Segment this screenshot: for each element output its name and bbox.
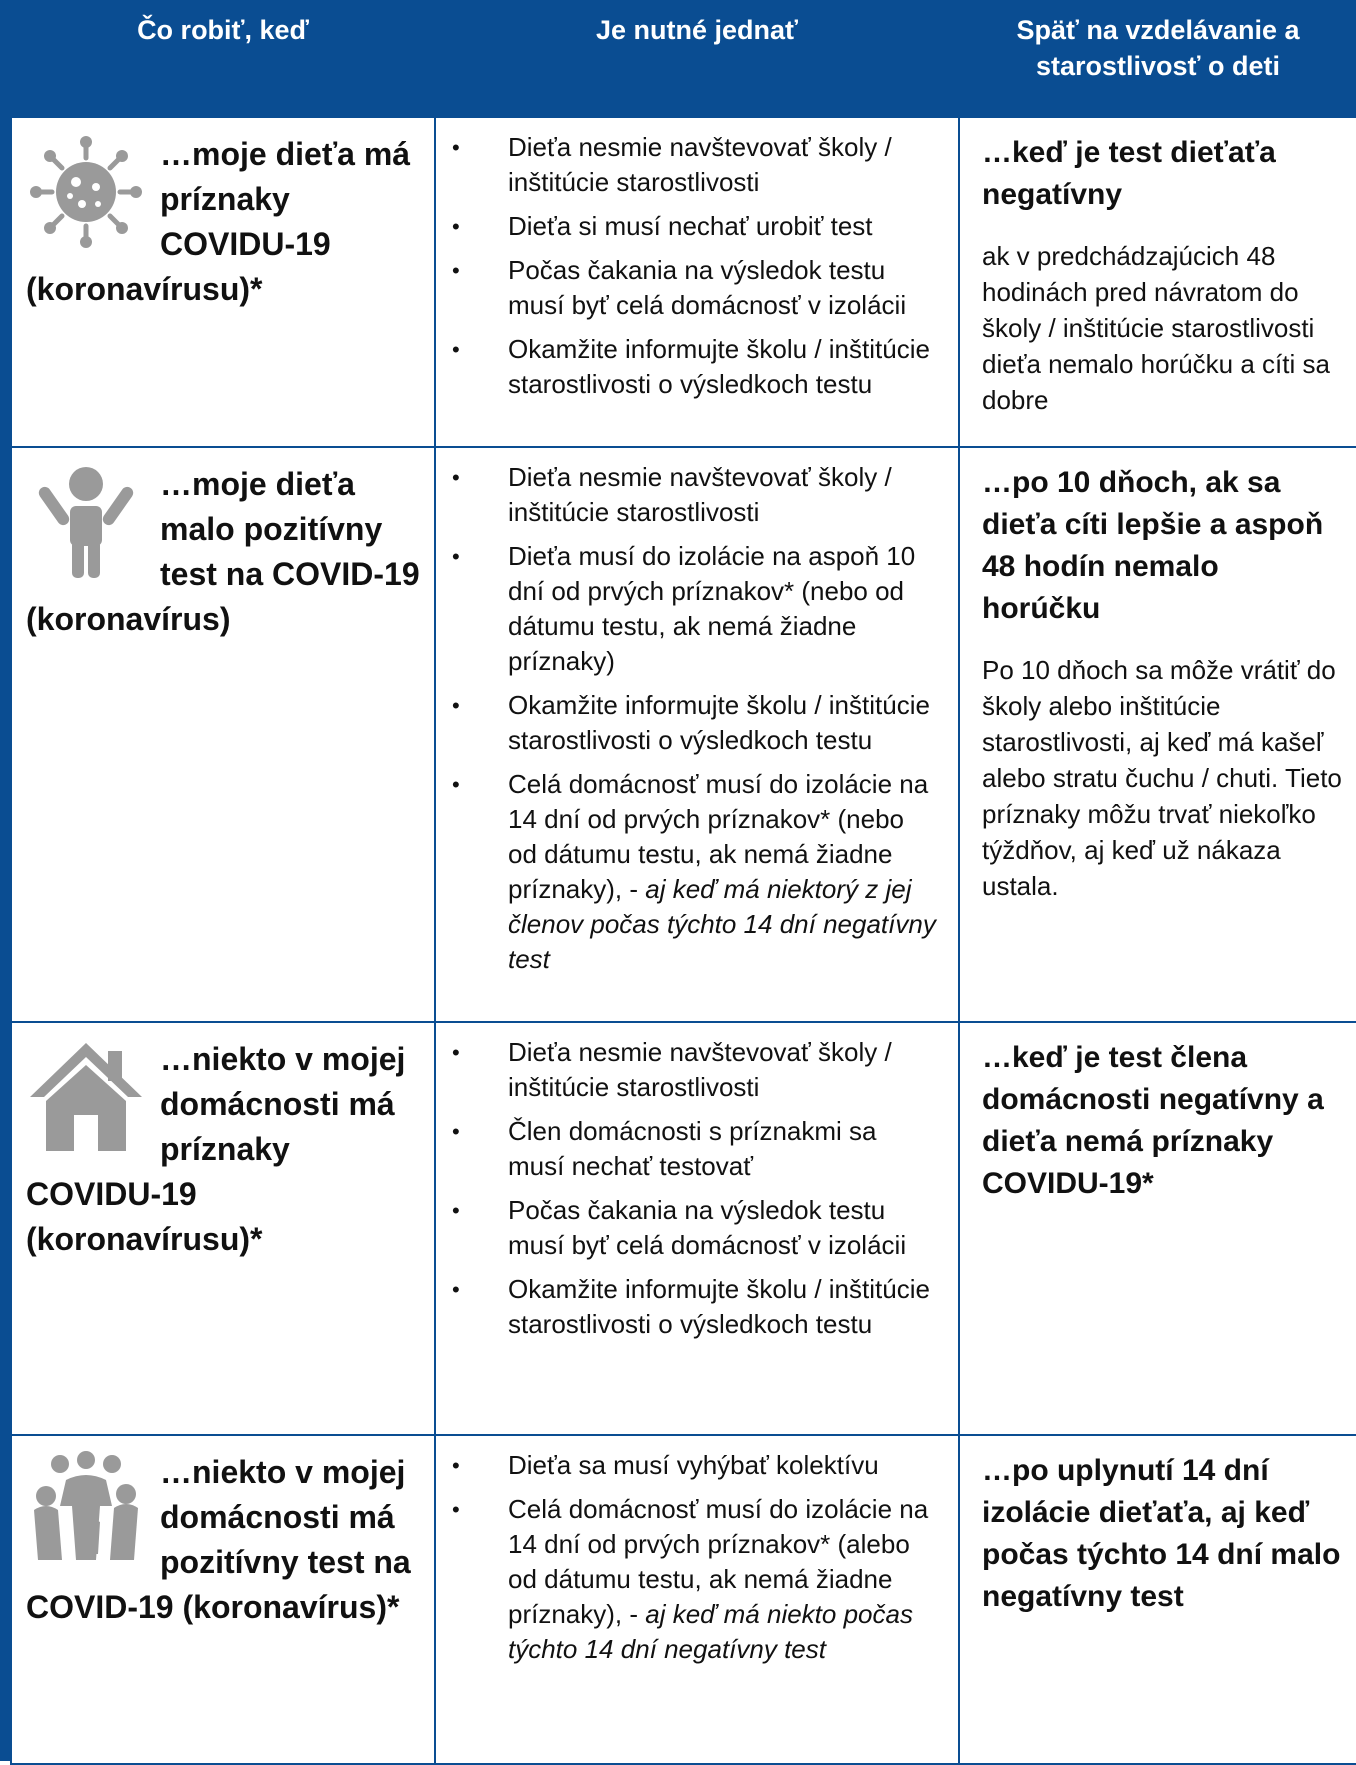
list-item: • Dieťa sa musí vyhýbať kolektívu — [436, 1448, 940, 1483]
return-cell — [959, 1022, 1356, 1435]
list-item: • Dieťa musí do izolácie na aspoň 10 dní od prvých príznakov* (nebo od dátumu testu, ak nemá žiadne príznaky) — [436, 539, 940, 679]
list-item: • Dieťa nesmie navštevovať školy / inštitúcie starostlivosti — [436, 1035, 940, 1105]
return-condition: …po 10 dňoch, ak sa dieťa cíti lepšie a aspoň 48 hodín nemalo horúčku — [982, 466, 1324, 625]
return-details: ak v predchádzajúcich 48 hodinách pred návratom do školy / inštitúcie starostlivosti dieťa nemalo horúčku a cíti sa dobre — [982, 241, 1330, 415]
actions-cell — [435, 1022, 959, 1435]
top-border — [0, 0, 1356, 10]
list-item: • Celá domácnosť musí do izolácie na 14 dní od prvých príznakov* (alebo od dátumu testu, ak nemá žiadne príznaky), - aj keď má niekto počas týchto 14 dní negatívny test — [436, 1492, 940, 1667]
return-details: Po 10 dňoch sa môže vrátiť do školy alebo inštitúcie starostlivosti, aj keď má kašeľ alebo stratu čuchu / chuti. Tieto príznaky môžu trvať niekoľko týždňov, aj keď už nákaza ustala. — [982, 655, 1342, 901]
case-cell — [11, 447, 435, 1022]
header-return-to-school: Späť na vzdelávanie a starostlivosť o deti — [959, 11, 1356, 117]
header-action-needed: Je nutné jednať — [435, 11, 959, 117]
case-cell — [11, 1022, 435, 1435]
case-title: …niekto v mojej domácnosti má pozitívny test na COVID-19 (koronavírus)* — [26, 1454, 411, 1625]
child-icon — [26, 462, 146, 582]
return-cell — [959, 447, 1356, 1022]
list-item: • Počas čakania na výsledok testu musí byť celá domácnosť v izolácii — [436, 253, 940, 323]
action-list — [436, 118, 958, 419]
guidance-table — [10, 10, 1356, 1765]
virus-icon — [26, 132, 146, 252]
list-item: • Celá domácnosť musí do izolácie na 14 dní od prvých príznakov* (nebo od dátumu testu, ak nemá žiadne príznaky), - aj keď má niektorý z jej členov počas týchto 14 dní negatívny test — [436, 767, 940, 977]
list-item: • Okamžite informujte školu / inštitúcie starostlivosti o výsledkoch testu — [436, 332, 940, 402]
table-row — [11, 117, 1356, 447]
table-row — [11, 447, 1356, 1022]
return-condition: …keď je test člena domácnosti negatívny a dieťa nemá príznaky COVIDU-19* — [982, 1041, 1324, 1200]
family-icon — [26, 1450, 146, 1570]
house-icon — [26, 1037, 146, 1157]
return-cell — [959, 117, 1356, 447]
return-condition: …keď je test dieťaťa negatívny — [982, 136, 1276, 211]
case-title: …moje dieťa malo pozitívny test na COVID-19 (koronavírus) — [26, 466, 420, 637]
action-list — [436, 1023, 958, 1359]
table-row — [11, 1022, 1356, 1435]
return-condition: …po uplynutí 14 dní izolácie dieťaťa, aj keď počas týchto 14 dní malo negatívny test — [982, 1454, 1341, 1613]
header-what-to-do: Čo robiť, keď — [11, 11, 435, 117]
list-item: • Dieťa nesmie navštevovať školy / inštitúcie starostlivosti — [436, 130, 940, 200]
list-item: • Člen domácnosti s príznakmi sa musí nechať testovať — [436, 1114, 940, 1184]
left-border — [0, 0, 10, 1761]
actions-cell — [435, 1435, 959, 1764]
return-cell — [959, 1435, 1356, 1764]
list-item: • Počas čakania na výsledok testu musí byť celá domácnosť v izolácii — [436, 1193, 940, 1263]
actions-cell — [435, 447, 959, 1022]
actions-cell — [435, 117, 959, 447]
list-item: • Okamžite informujte školu / inštitúcie starostlivosti o výsledkoch testu — [436, 688, 940, 758]
header-row — [11, 11, 1356, 117]
list-item: • Dieťa nesmie navštevovať školy / inštitúcie starostlivosti — [436, 460, 940, 530]
table-row — [11, 1435, 1356, 1764]
action-list — [436, 1436, 958, 1684]
case-title: …moje dieťa má príznaky COVIDU-19 (koronavírusu)* — [26, 136, 411, 307]
list-item: • Okamžite informujte školu / inštitúcie starostlivosti o výsledkoch testu — [436, 1272, 940, 1342]
case-cell — [11, 1435, 435, 1764]
case-title: …niekto v mojej domácnosti má príznaky COVIDU-19 (koronavírusu)* — [26, 1041, 406, 1257]
list-item: • Dieťa si musí nechať urobiť test — [436, 209, 940, 244]
action-list — [436, 448, 958, 994]
case-cell — [11, 117, 435, 447]
